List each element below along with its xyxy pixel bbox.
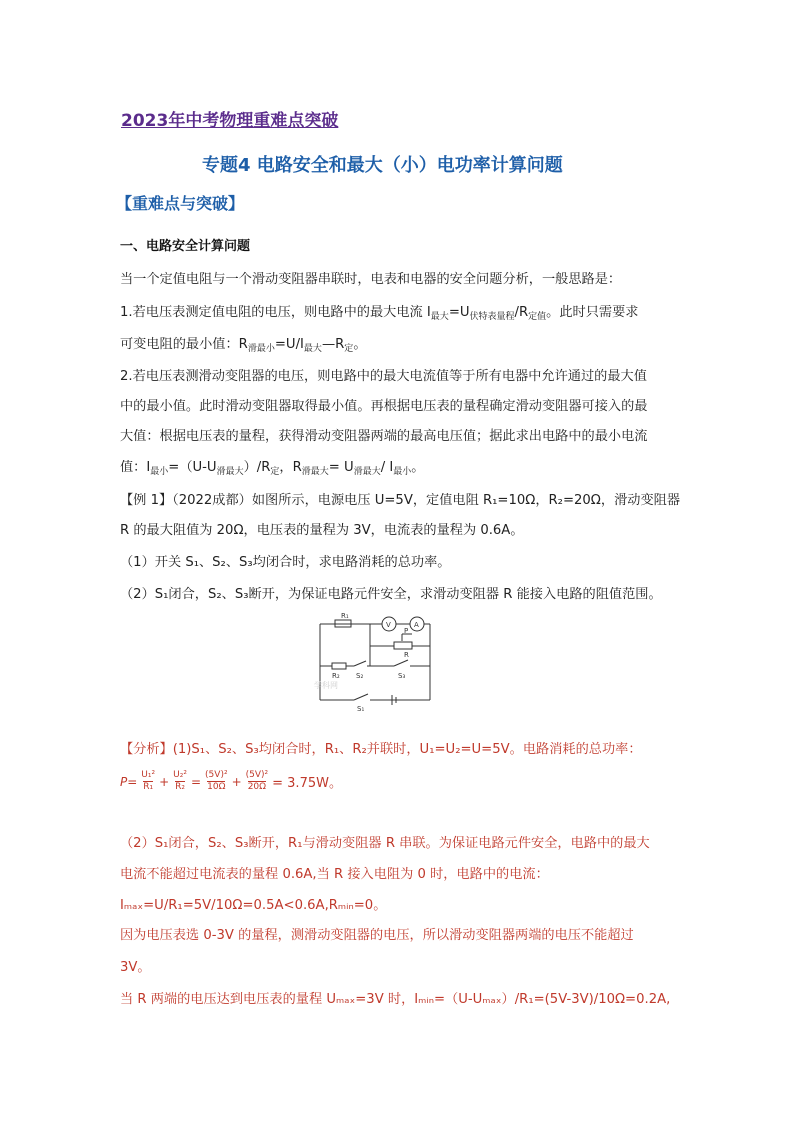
watermark-text: 学科网	[314, 681, 338, 690]
analysis-line1: 【分析】(1)S₁、S₂、S₃均闭合时，R₁、R₂并联时，U₁=U₂=U=5V。电路消耗的总功率：	[120, 742, 642, 757]
analysis-line7: 当 R 两端的电压达到电压表的量程 Uₘₐₓ=3V 时，Iₘᵢₙ=（U-Uₘₐₓ）/R₁=(5V-3V)/10Ω=0.2A,	[120, 992, 671, 1007]
label-s2: S₂	[356, 672, 364, 680]
example-line2: R 的最大阻值为 20Ω，电压表的量程为 3V，电流表的量程为 0.6A。	[120, 523, 524, 538]
topic-title: 专题4 电路安全和最大（小）电功率计算问题	[202, 155, 563, 176]
label-r: R	[404, 651, 409, 659]
analysis-line4: Iₘₐₓ=U/R₁=5V/10Ω=0.5A<0.6A,Rₘᵢₙ=0。	[120, 898, 387, 913]
point2-line3: 大值：根据电压表的量程，获得滑动变阻器两端的最高电压值；据此求出电路中的最小电流	[120, 429, 648, 444]
example-question1: （1）开关 S₁、S₂、S₃均闭合时，求电路消耗的总功率。	[120, 555, 451, 570]
example-line1: 【例 1】（2022成都）如图所示，电源电压 U=5V，定值电阻 R₁=10Ω，R₂=20Ω，滑动变阻器	[120, 493, 681, 508]
rheostat-r	[394, 642, 412, 649]
point2-line4: 值：$I_{最小}=(U-U_{滑最大})/R_定$，$R_{滑最大}= U_{滑最大}/$ $I_{最小}$。	[120, 460, 425, 477]
label-s1: S₁	[357, 705, 365, 712]
section-heading: 一、电路安全计算问题	[120, 239, 251, 254]
series-title: 2023年中考物理重难点突破	[121, 111, 339, 131]
label-p: P	[404, 627, 409, 635]
example-question2: （2）S₁闭合，S₂、S₃断开，为保证电路元件安全，求滑动变阻器 R 能接入电路的阻值范围。	[120, 587, 662, 602]
circuit-diagram	[310, 612, 435, 712]
point1-line1: 1.若电压表测定值电阻的电压，则电路中的最大电流 $I_{最大}=U_{伏特表量程}/R_{定值}$。此时只需要求	[120, 305, 639, 322]
label-v: V	[386, 621, 391, 629]
label-r1: R₁	[341, 612, 349, 620]
analysis-line6: 3V。	[120, 960, 151, 975]
label-s3: S₃	[398, 672, 406, 680]
analysis-line3: 电流不能超过电流表的量程 0.6A,当 R 接入电阻为 0 时，电路中的电流：	[120, 867, 549, 882]
resistor-r2	[332, 663, 346, 669]
section-tag: 【重难点与突破】	[116, 194, 245, 213]
label-a: A	[414, 621, 419, 629]
analysis-line5: 因为电压表选 0-3V 的量程，测滑动变阻器的电压，所以滑动变阻器两端的电压不能超过	[120, 928, 634, 943]
power-formula: P= $\frac{\text{U₁²}}{\text{R₁}}$ + $\frac{\text{U₂²}}{\text{R₂}}$ = $\frac{\text{(5V)²}}{10\Omega}$ + $\frac{\text{(5V)²}}{20\Omega}$ = 3.75W。	[120, 770, 342, 792]
point2-line2: 中的最小值。此时滑动变阻器取得最小值。再根据电压表的量程确定滑动变阻器可接入的最	[120, 399, 648, 414]
point2-line1: 2.若电压表测滑动变阻器的电压，则电路中的最大电流值等于所有电器中允许通过的最大值	[120, 369, 647, 384]
analysis-line2: （2）S₁闭合，S₂、S₃断开，R₁与滑动变阻器 R 串联。为保证电路元件安全，电路中的最大	[120, 836, 650, 851]
point1-line2: 可变电阻的最小值：$R_{滑最小}=U/I_{最大}—R_定$。	[120, 337, 367, 354]
intro-text: 当一个定值电阻与一个滑动变阻器串联时，电表和电器的安全问题分析，一般思路是：	[120, 272, 622, 287]
label-r2: R₂	[332, 672, 340, 680]
